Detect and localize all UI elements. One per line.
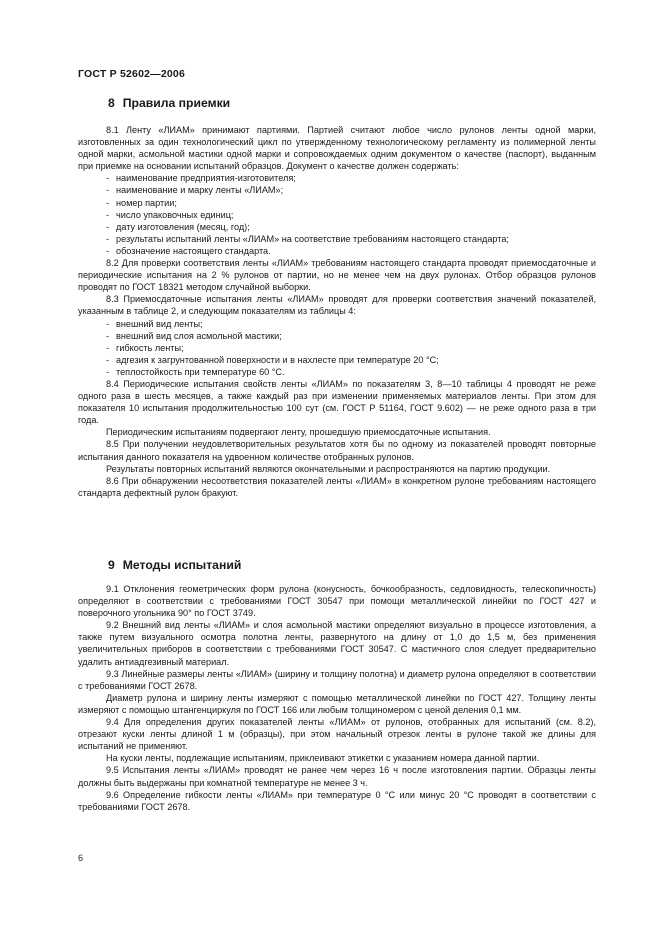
section-9-body: [78, 583, 596, 813]
list-item: [78, 233, 596, 245]
list-item: [78, 330, 596, 342]
section-9-title: Методы испытаний: [122, 558, 242, 572]
list-dash: -: [106, 197, 110, 208]
list-item: [78, 184, 596, 196]
list-item: [78, 209, 596, 221]
list-dash: -: [106, 221, 110, 232]
list-item-text: результаты испытаний ленты «ЛИАМ» на соответствие требованиям настоящего стандарта;: [116, 233, 509, 244]
list-dash: -: [106, 318, 110, 329]
paragraph: 8.5 При получении неудовлетворительных результатов хотя бы по одному из показателей проводят повторные испытания данного показателя на удвоенном количестве отобранных рулонов.: [78, 439, 596, 462]
list-item-text: внешний вид слоя асмольной мастики;: [116, 330, 282, 341]
section-9-number: 9: [108, 558, 115, 572]
document-header: ГОСТ Р 52602—2006: [78, 68, 186, 80]
list-item: [78, 245, 596, 257]
paragraph: Результаты повторных испытаний являются окончательными и распространяются на партию продукции.: [106, 463, 551, 474]
list-item-text: гибкость ленты;: [116, 342, 184, 353]
list-dash: -: [106, 330, 110, 341]
paragraph: 9.5 Испытания ленты «ЛИАМ» проводят не ранее чем через 16 ч после изготовления партии. Образцы ленты должны быть выдержаны при комнатной температуре не менее 3 ч.: [78, 765, 596, 788]
list-item: [78, 221, 596, 233]
section-9-heading: [108, 558, 241, 572]
section-8-number: 8: [108, 96, 115, 110]
paragraph: На куски ленты, подлежащие испытаниям, приклеивают этикетки с указанием номера данной партии.: [106, 753, 540, 764]
section-8-body: [78, 124, 596, 499]
paragraph: 8.3 Приемосдаточные испытания ленты «ЛИАМ» проводят для проверки соответствия значений показателей, указанным в таблице 2, и следующим показателям из таблицы 4:: [78, 294, 596, 317]
list-item-text: адгезия к загрунтованной поверхности и в нахлесте при температуре 20 °С;: [116, 354, 439, 365]
list-item-text: теплостойкость при температуре 60 °С.: [116, 366, 285, 377]
paragraph: Периодическим испытаниям подвергают ленту, прошедшую приемосдаточные испытания.: [106, 427, 491, 438]
list-dash: -: [106, 233, 110, 244]
paragraph: Диаметр рулона и ширину ленты измеряют с помощью металлической линейки по ГОСТ 427. Толщину ленты измеряют с помощью штангенциркуля по ГОСТ 166 или любым толщиномером с ценой деления 0,1 мм.: [78, 692, 596, 715]
list-item: [78, 172, 596, 184]
list-item-text: дату изготовления (месяц, год);: [116, 221, 250, 232]
list-item-text: обозначение настоящего стандарта.: [116, 245, 271, 256]
list-item-text: наименование предприятия-изготовителя;: [116, 173, 296, 184]
paragraph: 9.6 Определение гибкости ленты «ЛИАМ» при температуре 0 °С или минус 20 °С проводят в соответствии с требованиями ГОСТ 2678.: [78, 789, 596, 812]
list-item: [78, 318, 596, 330]
paragraph: 9.2 Внешний вид ленты «ЛИАМ» и слоя асмольной мастики определяют визуально в процессе изготовления, а также путем визуального осмотра полотна ленты, развернутого на длину от 1,0 до 1,5 м, без применения увеличительных приборов в соответствии с требованиями ГОСТ 30547. С мастичного слоя следует предварительно удалить антиадгезивный материал.: [78, 620, 596, 667]
list-dash: -: [106, 342, 110, 353]
paragraph: 8.4 Периодические испытания свойств ленты «ЛИАМ» по показателям 3, 8—10 таблицы 4 проводят не реже одного раза в шесть месяцев, а также каждый раз при изменении применяемых материалов ленты. При этом для показателя 10 испытания продолжительностью 100 сут (см. ГОСТ Р 51164, ГОСТ 9.602) — не реже одного раза в три года.: [78, 378, 596, 426]
paragraph: 9.1 Отклонения геометрических форм рулона (конусность, бочкообразность, седловидность, телескопичность) определяют в соответствии с требованиями ГОСТ 30547 при помощи металлической линейки по ГОСТ 427 и поверочного угольника 90° по ГОСТ 3749.: [78, 584, 596, 619]
list-item-text: наименование и марку ленты «ЛИАМ»;: [116, 185, 284, 196]
list-dash: -: [106, 366, 110, 377]
paragraph: 8.2 Для проверки соответствия ленты «ЛИАМ» требованиям настоящего стандарта проводят приемосдаточные и периодические испытания на 2 % рулонов от партии, но не менее чем на двух рулонах. Отбор образцов рулонов проводят по ГОСТ 18321 методом случайной выборки.: [78, 258, 596, 293]
list-item: [78, 366, 596, 378]
list-dash: -: [106, 354, 110, 365]
list-dash: -: [106, 185, 110, 196]
section-8-heading: [108, 96, 230, 110]
section-8-title: Правила приемки: [122, 96, 231, 110]
list-item-text: номер партии;: [116, 197, 177, 208]
paragraph: 8.1 Ленту «ЛИАМ» принимают партиями. Партией считают любое число рулонов ленты одной марки, изготовленных за один технологический цикл по утвержденному технологическому регламенту из полимерной ленты одной марки, асмольной мастики одной марки и сопровождаемых одним документом о качестве (паспорт), выданным при приемке на основании испытаний образцов. Документ о качестве должен содержать:: [78, 125, 596, 172]
list-item: [78, 197, 596, 209]
list-item: [78, 354, 596, 366]
list-item-text: число упаковочных единиц;: [116, 209, 234, 220]
list-item-text: внешний вид ленты;: [116, 318, 203, 329]
page-number: 6: [78, 853, 84, 863]
list-dash: -: [106, 209, 110, 220]
list-dash: -: [106, 173, 110, 184]
paragraph: 8.6 При обнаружении несоответствия показателей ленты «ЛИАМ» в конкретном рулоне требованиям настоящего стандарта дефектный рулон бракуют.: [78, 475, 596, 498]
list-item: [78, 342, 596, 354]
paragraph: 9.4 Для определения других показателей ленты «ЛИАМ» от рулонов, отобранных для испытаний (см. 8.2), отрезают куски ленты длиной 1 м (образцы), при этом начальный отрезок ленты в рулоне такой же длины для испытаний не применяют.: [78, 717, 596, 752]
paragraph: 9.3 Линейные размеры ленты «ЛИАМ» (ширину и толщину полотна) и диаметр рулона определяют в соответствии с требованиями ГОСТ 2678.: [78, 668, 596, 691]
list-dash: -: [106, 245, 110, 256]
